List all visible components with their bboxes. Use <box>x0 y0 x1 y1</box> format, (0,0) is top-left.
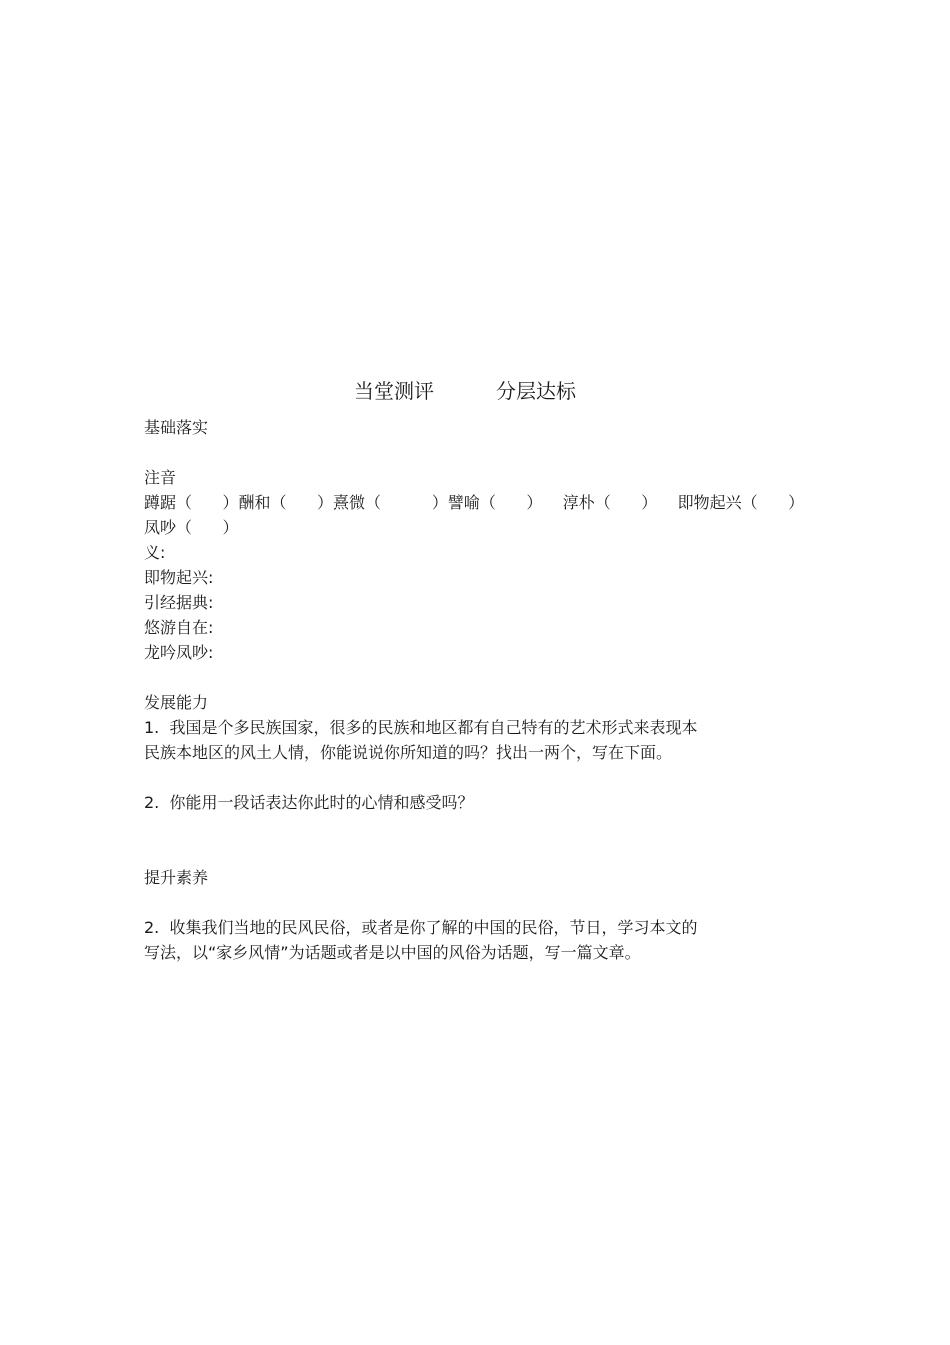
improve-question-line-1: 2. 收集我们当地的民风民俗，或者是你了解的中国的民俗，节日，学习本文的 <box>144 918 698 937</box>
improve-question-line-2: 写法，以“家乡风情”为话题或者是以中国的风俗为话题，写一篇文章。 <box>144 943 641 962</box>
term-item: 引经据典: <box>144 593 214 612</box>
term-item: 悠游自在: <box>144 618 214 637</box>
section-heading-develop: 发展能力 <box>144 693 209 712</box>
meaning-label: 义: <box>144 543 166 562</box>
zhuyin-line-2: 凤吵（ ） <box>144 518 239 537</box>
page-title-right: 分层达标 <box>496 379 576 403</box>
section-heading-improve: 提升素养 <box>144 868 209 887</box>
page-title-left: 当堂测评 <box>354 379 434 403</box>
zhuyin-label: 注音 <box>144 468 177 487</box>
question-2: 2. 你能用一段话表达你此时的心情和感受吗？ <box>144 793 474 812</box>
question-1-line-1: 1. 我国是个多民族国家，很多的民族和地区都有自己特有的艺术形式来表现本 <box>144 718 698 737</box>
term-item: 龙吟凤吵: <box>144 643 214 662</box>
question-1-line-2: 民族本地区的风土人情，你能说说你所知道的吗？找出一两个，写在下面。 <box>144 743 673 762</box>
zhuyin-line-1: 蹲踞（ ）酬和（ ）熹微（ ）譬喻（ ） 淳朴（ ） 即物起兴（ ） <box>144 493 805 512</box>
term-item: 即物起兴: <box>144 568 214 587</box>
section-heading-basic: 基础落实 <box>144 418 209 437</box>
